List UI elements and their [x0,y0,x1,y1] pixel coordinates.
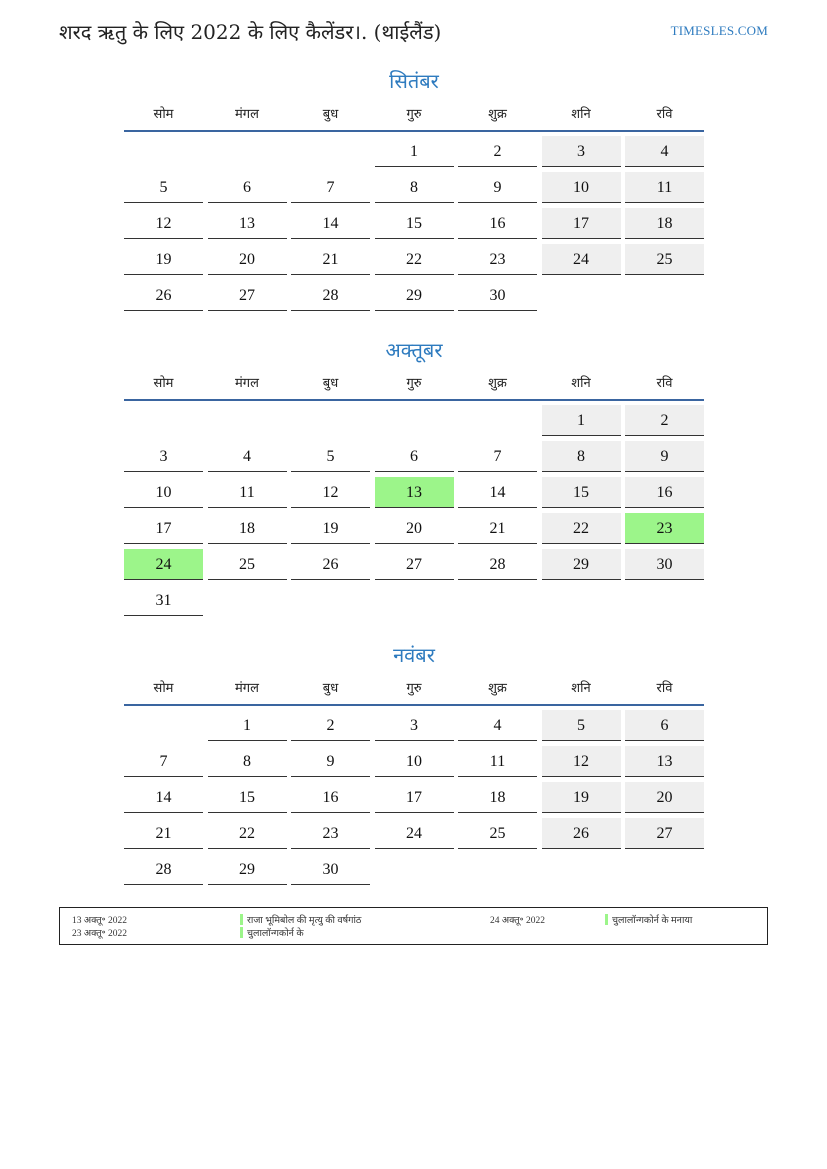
day-cell: 10 [124,477,203,508]
weekday-label: बुध [322,107,339,122]
day-cell: 5 [291,441,370,472]
day-cell: 11 [208,477,287,508]
day-cell: 14 [124,782,203,813]
day-cell: 21 [458,513,537,544]
day-cell: 21 [291,244,370,275]
weekday-label: रवि [656,376,673,391]
weekend-day-cell: 27 [625,818,704,849]
weekday-header [124,670,704,706]
weekday-label: रवि [656,107,673,122]
weekend-day-cell: 6 [625,710,704,741]
weekend-day-cell: 10 [542,172,621,203]
legend-date: 24 अक्तू॰ 2022 [490,916,546,926]
weekend-day-cell: 3 [542,136,621,167]
empty-day-cell [208,136,287,167]
weekend-day-cell: 30 [625,549,704,580]
holiday-day-cell: 23 [625,513,704,544]
weekday-label: सोम [153,681,174,696]
weekday-label: शनि [571,107,591,122]
day-cell: 14 [458,477,537,508]
day-cell: 25 [208,549,287,580]
day-cell: 27 [375,549,454,580]
day-cell: 3 [375,710,454,741]
holiday-legend [59,907,768,945]
weekend-day-cell: 26 [542,818,621,849]
month-title: सितंबर [389,69,439,93]
weekend-day-cell: 19 [542,782,621,813]
day-cell: 20 [375,513,454,544]
page-title: शरद ऋतु के लिए 2022 के लिए कैलेंडर।. (थाईलैंड) [59,20,442,44]
weekend-day-cell: 29 [542,549,621,580]
day-cell: 7 [291,172,370,203]
day-cell: 17 [375,782,454,813]
day-cell: 6 [375,441,454,472]
day-grid [124,132,704,316]
holiday-day-cell: 24 [124,549,203,580]
empty-day-cell [124,710,203,741]
weekend-day-cell: 13 [625,746,704,777]
weekday-label: सोम [153,107,174,122]
legend-date: 23 अक्तू॰ 2022 [72,929,128,939]
day-cell: 13 [208,208,287,239]
weekend-day-cell: 17 [542,208,621,239]
weekday-label: बुध [322,376,339,391]
day-cell: 9 [291,746,370,777]
day-cell: 16 [458,208,537,239]
empty-day-cell [291,136,370,167]
day-cell: 1 [208,710,287,741]
legend-holiday-name: राजा भूमिबोल की मृत्यु की वर्षगांठ [240,913,361,926]
empty-day-cell [208,405,287,436]
weekend-day-cell: 15 [542,477,621,508]
legend-holiday-name: चुलालॉन्गकोर्न के मनाया [605,913,692,926]
weekday-label: रवि [656,681,673,696]
day-cell: 30 [458,280,537,311]
weekday-label: गुरु [406,681,422,696]
holiday-day-cell: 13 [375,477,454,508]
day-cell: 16 [291,782,370,813]
weekday-label: शुक्र [488,681,507,696]
day-cell: 3 [124,441,203,472]
weekday-label: मंगल [235,376,259,391]
month-title: नवंबर [393,643,435,667]
empty-day-cell [458,405,537,436]
day-cell: 4 [458,710,537,741]
weekend-day-cell: 16 [625,477,704,508]
weekend-day-cell: 20 [625,782,704,813]
weekend-day-cell: 5 [542,710,621,741]
weekend-day-cell: 18 [625,208,704,239]
day-cell: 10 [375,746,454,777]
day-cell: 12 [291,477,370,508]
empty-day-cell [124,136,203,167]
day-cell: 22 [208,818,287,849]
day-cell: 28 [458,549,537,580]
day-cell: 2 [291,710,370,741]
day-cell: 21 [124,818,203,849]
legend-holiday-name: चुलालॉन्गकोर्न के [240,926,304,939]
weekday-label: शनि [571,681,591,696]
day-grid [124,401,704,621]
day-cell: 26 [291,549,370,580]
day-cell: 31 [124,585,203,616]
day-cell: 17 [124,513,203,544]
weekend-day-cell: 11 [625,172,704,203]
weekday-label: गुरु [406,107,422,122]
day-cell: 27 [208,280,287,311]
day-cell: 30 [291,854,370,885]
weekend-day-cell: 22 [542,513,621,544]
day-grid [124,706,704,890]
brand-link[interactable]: TIMESLES.COM [670,23,768,38]
weekend-day-cell: 12 [542,746,621,777]
day-cell: 23 [291,818,370,849]
day-cell: 15 [375,208,454,239]
day-cell: 19 [291,513,370,544]
weekend-day-cell: 1 [542,405,621,436]
day-cell: 29 [375,280,454,311]
day-cell: 18 [208,513,287,544]
day-cell: 8 [375,172,454,203]
weekday-label: शनि [571,376,591,391]
day-cell: 18 [458,782,537,813]
weekend-day-cell: 2 [625,405,704,436]
day-cell: 20 [208,244,287,275]
day-cell: 8 [208,746,287,777]
day-cell: 24 [375,818,454,849]
day-cell: 26 [124,280,203,311]
day-cell: 25 [458,818,537,849]
weekend-day-cell: 8 [542,441,621,472]
weekday-label: शुक्र [488,107,507,122]
weekday-label: शुक्र [488,376,507,391]
legend-date: 13 अक्तू॰ 2022 [72,916,128,926]
weekday-header [124,96,704,132]
empty-day-cell [375,405,454,436]
day-cell: 11 [458,746,537,777]
empty-day-cell [291,405,370,436]
month-september [124,66,704,316]
weekend-day-cell: 4 [625,136,704,167]
weekday-header [124,365,704,401]
day-cell: 12 [124,208,203,239]
day-cell: 7 [458,441,537,472]
weekday-label: मंगल [235,107,259,122]
day-cell: 29 [208,854,287,885]
day-cell: 1 [375,136,454,167]
weekday-label: सोम [153,376,174,391]
day-cell: 9 [458,172,537,203]
weekday-label: गुरु [406,376,422,391]
empty-day-cell [124,405,203,436]
day-cell: 28 [124,854,203,885]
day-cell: 28 [291,280,370,311]
weekend-day-cell: 9 [625,441,704,472]
month-november [124,640,704,890]
day-cell: 14 [291,208,370,239]
month-title: अक्तूबर [385,338,443,362]
day-cell: 6 [208,172,287,203]
day-cell: 7 [124,746,203,777]
weekend-day-cell: 24 [542,244,621,275]
day-cell: 2 [458,136,537,167]
day-cell: 4 [208,441,287,472]
weekday-label: बुध [322,681,339,696]
day-cell: 5 [124,172,203,203]
day-cell: 19 [124,244,203,275]
month-october [124,335,704,621]
weekday-label: मंगल [235,681,259,696]
day-cell: 15 [208,782,287,813]
day-cell: 23 [458,244,537,275]
weekend-day-cell: 25 [625,244,704,275]
day-cell: 22 [375,244,454,275]
